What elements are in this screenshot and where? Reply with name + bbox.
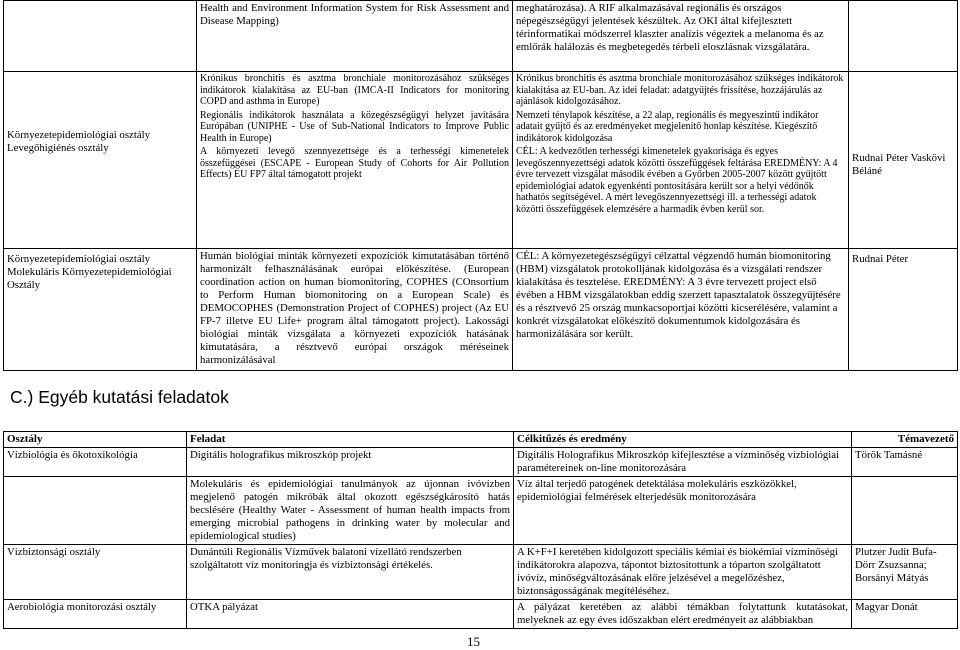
table-row [4,72,958,249]
header-eredmeny: Célkitűzés és eredmény [514,432,852,448]
feladat-cell: Health and Environment Information System for Risk Assessment and Disease Mapping) [197,1,513,72]
table-row [4,544,958,599]
eredmeny-cell: A pályázat keretében az alábbi témákban folytattunk kutatásokat, melyeknek az egy éves időszakban elért eredményeit az alábbiakban [514,599,852,628]
osztaly-cell: Vízbiológia és ökotoxikológia [4,448,187,477]
osztaly-cell [4,249,197,371]
header-temavezeto: Témavezető [852,432,958,448]
feladat-paragraph: A környezeti levegő szennyezettsége és a terhességi kimenetelek összefüggései (ESCAPE - European Study of Cohorts for Air Pollution Effects) EU FP7 által támogatott projekt [200,146,509,180]
temavezeto-text: Rudnai Péter Vaskövi Béláné [852,152,946,177]
eredmeny-paragraph: Krónikus bronchitis és asztma bronchiale monitorozásához szükséges indikátorok kialakítása az EU-ban. Az idei feladat: adatgyűjtés frissítése, hozzájárulás az ajánlások kidolgozásához. [516,73,844,107]
feladat-cell: OTKA pályázat [187,599,514,628]
eredmeny-cell: CÉL: A környezetegészségügyi célzattal végzendő humán biomonitoring (HBM) vizsgálatok protokolljának kidolgozása és a vizsgálati rendszer kialakítása és tesztelése. EREDMÉNY: A 3 évre tervezett project első évében a HBM vizsgálatokban eddig szerzett tapasztalatok összegyűjtésére és a résztvevő 25 ország munkacsoportjai közötti kicserélésére, valamint a konkrét vizsgálatokat előkészítő dokumentumok kidolgozására és harmonizálására sor került. [513,249,849,371]
table-row [4,599,958,628]
table-row [4,477,958,545]
temavezeto-cell [849,72,958,249]
eredmeny-cell: A K+F+I keretében kidolgozott speciális kémiai és biokémiai vízminőségi indikátorokra alapozva, tápontot biztosítottunk a tóparton szolgáltatott ivóvíz, minőségváltozásának előre jelzésével a megelőzéshez, biztonságosságának megítéléséhez. [514,544,852,599]
osztaly-cell [4,1,197,72]
feladat-cell: Digitális holografikus mikroszkóp projekt [187,448,514,477]
osztaly-cell [4,72,197,249]
feladat-cell: Molekuláris és epidemiológiai tanulmányok az újonnan ivóvízben megjelenő patogén mikróbák által okozott egészségkárosító hatás becslésére (Healthy Water - Assessment of human health impacts from emerging microbial pathogens in drinking water by molecular and epidemiological studies) [187,477,514,545]
temavezeto-cell [849,249,958,371]
osztaly-cell [4,477,187,545]
header-osztaly: Osztály [4,432,187,448]
osztaly-cell: Aerobiológia monitorozási osztály [4,599,187,628]
feladat-cell: Dunántúli Regionális Vízművek balatoni vízellátó rendszerben szolgáltatott víz monitoringja és vízbiztonsági értékelés. [187,544,514,599]
feladat-cell [197,72,513,249]
section-heading: C.) Egyéb kutatási feladatok [10,387,229,407]
temavezeto-text: Rudnai Péter [852,253,909,265]
temavezeto-cell: Plutzer Judit Bufa-Dörr Zsuzsanna; Borsányi Mátyás [852,544,958,599]
temavezeto-cell: Török Tamásné [852,448,958,477]
osztaly-cell: Vízbiztonsági osztály [4,544,187,599]
eredmeny-paragraph: CÉL: A kedvezőtlen terhességi kimenetelek gyakorisága és egyes levegőszennyezettségi adatok közötti összefüggések feltárása EREDMÉNY: A 4 évre tervezett vizsgálat második évében a Győrben 2005-2007 között gyűjtött epidemiológiai adatok egyenkénti pontosítására került sor a helyi védőnők hathatós segítségével. A mért levegőszennyezettségi ill. a terhességi adatok közötti összefüggések elemzésére a harmadik évben kerül sor. [516,146,838,215]
research-table-upper [3,0,958,371]
osztaly-text: Környezetepidemiológiai osztály Levegőhigiénés osztály [7,128,151,154]
feladat-paragraph: Krónikus bronchitis és asztma bronchiale monitorozásához szükséges indikátorok kialakítása az EU-ban (IMCA-II Indicators for monitoring COPD and asthma in Europe) [200,73,509,107]
table-row [4,448,958,477]
table-header-row [4,432,958,448]
table-row [4,1,958,72]
eredmeny-cell: Digitális Holografikus Mikroszkóp kifejlesztése a vízminőség vízbiológiai paramétereinek on-line monitorozására [514,448,852,477]
feladat-paragraph: Regionális indikátorok használata a közegészségügyi helyzet javítására Európában (UNIPHE - Use of Sub-National Indicators to Improve Public Health in Europe) [200,109,509,144]
research-table-other [3,431,958,629]
feladat-cell: Humán biológiai minták környezeti expozíciók kimutatásában történő harmonizált felhasználásának európai előkészítése. (European coordination action on human biomonitoring, COPHES (COnsortium to Perform Human biomonitoring on a European Scale) és DEMOCOPHES (Demonstration Project of COPHES) project (Az EU FP-7 illetve EU Life+ program által támogatott project). Lakossági biológiai minták vizsgálata a környezeti expozíciók hatásának kimutatására, a résztvevő európai országok méréseinek harmonizálásával [197,249,513,371]
eredmeny-cell: meghatározása). A RIF alkalmazásával regionális és országos népegészségügyi jelentések készültek. Az OKI által kifejlesztett térinformatikai módszerrel klaszter analízis végeztek a melanoma és az emlőrák halálozás és megbetegedés térbeli eloszlásnak vizsgálatára. [513,1,849,72]
eredmeny-paragraph: Nemzeti ténylapok készítése, a 22 alap, regionális és megyeszintű indikátor adatait gyűjtő és az eredményeket megjelenítő honlap készítése. Kiegészítő indikátorok kidolgozása [516,109,819,144]
temavezeto-cell [849,1,958,72]
temavezeto-cell [852,477,958,545]
osztaly-text: Környezetepidemiológiai osztály Molekuláris Környezetepidemiológiai Osztály [7,253,172,291]
eredmeny-cell [513,72,849,249]
temavezeto-cell: Magyar Donát [852,599,958,628]
table-row [4,249,958,371]
header-feladat: Feladat [187,432,514,448]
page-number: 15 [467,634,480,649]
eredmeny-cell: Víz által terjedő patogének detektálása molekuláris eszközökkel, epidemiológiai felmérések elterjedésük monitorozására [514,477,852,545]
